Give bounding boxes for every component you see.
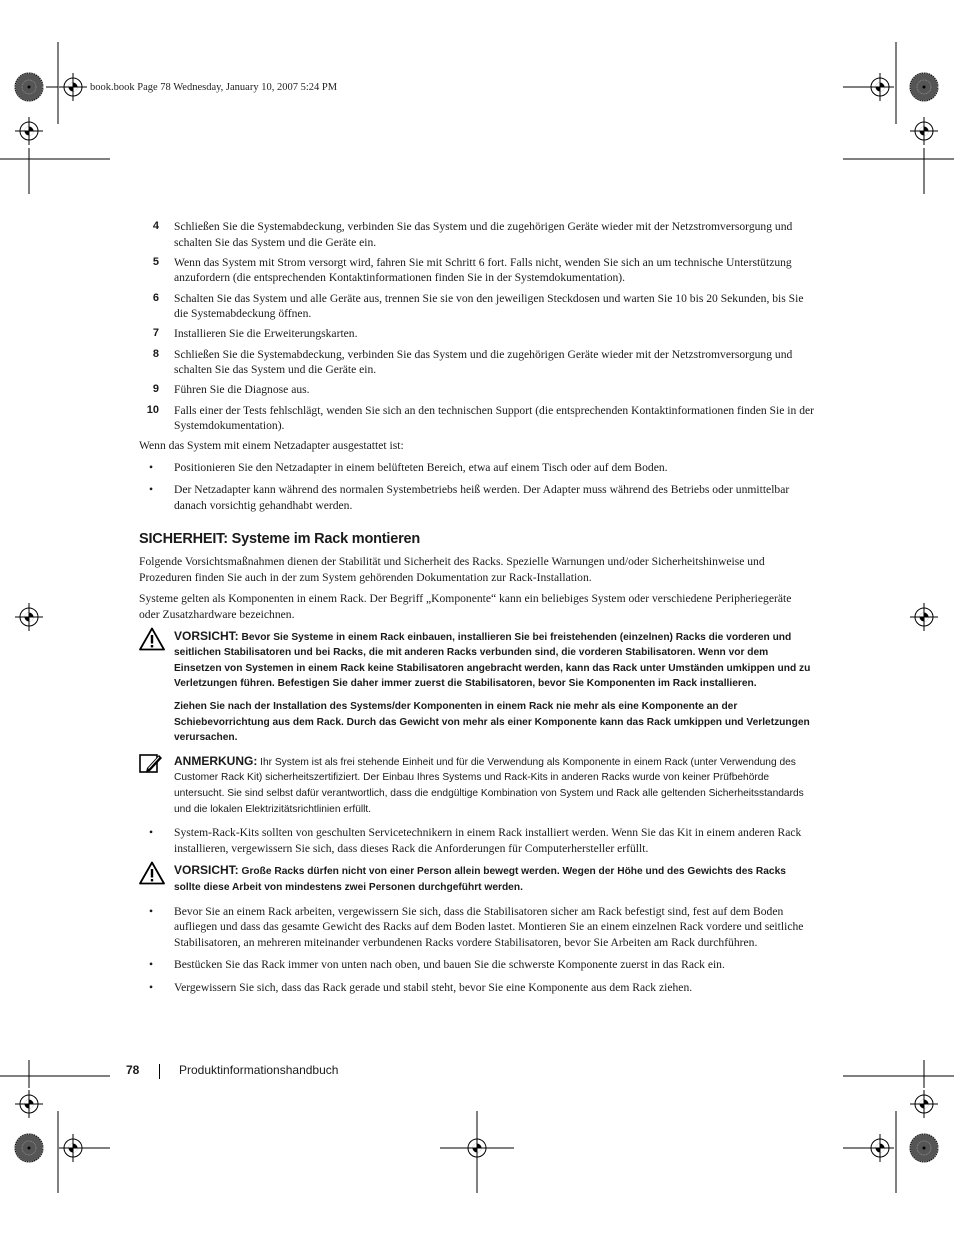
- step-number: 9: [152, 383, 159, 396]
- step-item: [139, 403, 814, 434]
- bullet-icon: •: [149, 826, 154, 840]
- caution-paragraph: [174, 863, 814, 895]
- caution-paragraph: [174, 629, 814, 692]
- step-text: Schließen Sie die Systemabdeckung, verbinden Sie das System und die zugehörigen Geräte wieder mit der Netzstromversorgung und schalten Sie das System und die Geräte ein.: [174, 347, 793, 377]
- bullet-text: Bestücken Sie das Rack immer von unten nach oben, und bauen Sie die schwerste Komponente zuerst in das Rack ein.: [174, 958, 725, 972]
- bullet-text: Vergewissern Sie sich, dass das Rack gerade und stabil steht, bevor Sie eine Komponente aus dem Rack ziehen.: [174, 980, 693, 994]
- caution-label: VORSICHT:: [174, 863, 239, 878]
- step-text: Führen Sie die Diagnose aus.: [174, 383, 310, 397]
- caution-text: Große Racks dürfen nicht von einer Person allein bewegt werden. Wegen der Höhe und des Gewichts des Racks sollte diese Arbeit von mindestens zwei Personen durchgeführt werden.: [174, 866, 786, 893]
- step-list: [139, 219, 814, 434]
- bullet-icon: •: [149, 980, 154, 994]
- pencil-note-icon: [139, 752, 163, 780]
- section-paragraph: Folgende Vorsichtsmaßnahmen dienen der Stabilität und Sicherheit des Racks. Spezielle Warnungen und/oder Sicherheitshinweise und Prozeduren finden Sie auch in der zum System gehörenden Dokumentation zur Rack-Installation.: [139, 555, 765, 584]
- bullet-icon: •: [149, 483, 154, 497]
- step-item: [139, 291, 814, 322]
- step-item: [139, 219, 814, 250]
- warning-triangle-icon: [139, 627, 165, 657]
- page-number: 78: [126, 1063, 140, 1077]
- step-text: Schalten Sie das System und alle Geräte aus, trennen Sie sie von den jeweiligen Steckdosen und warten Sie 10 bis 20 Sekunden, bis Sie die Systemabdeckung öffnen.: [174, 291, 804, 321]
- list-item: [139, 980, 814, 996]
- caution-notice: [139, 629, 814, 746]
- step-text: Installieren Sie die Erweiterungskarten.: [174, 327, 358, 341]
- adapter-intro: Wenn das System mit einem Netzadapter ausgestattet ist:: [139, 439, 404, 453]
- caution-paragraph: Ziehen Sie nach der Installation des Systems/der Komponenten in einem Rack nie mehr als eine Komponente an der Schiebevorrichtung aus dem Rack. Durch das Gewicht von mehr als einer Komponente kann das Rack umkippen und Verletzungen verursachen.: [174, 701, 810, 744]
- list-item: [139, 904, 814, 951]
- note-text: Ihr System ist als frei stehende Einheit und für die Verwendung als Komponente in einem Rack (unter Verwendung des Customer Rack Kit) sicherheitszertifiziert. Der Einbau Ihres Systems und Rack-Kits in anderen Racks wurde von keiner Prüfbehörde untersucht. Sie sind selbst dafür verantwortlich, dass die endgültige Kombination von System und Rack alle geltenden Sicherheitsstandards und die lokalen Elektrizitätsrichtlinien erfüllt.: [174, 756, 804, 815]
- warning-triangle-icon: [139, 861, 165, 891]
- list-item: [139, 482, 814, 513]
- step-item: [139, 382, 814, 398]
- print-header: book.book Page 78 Wednesday, January 10, 2007 5:24 PM: [90, 82, 338, 93]
- step-number: 5: [152, 255, 159, 268]
- note-notice: [139, 754, 814, 817]
- caution-notice: [139, 863, 814, 895]
- caution-text: Bevor Sie Systeme in einem Rack einbauen, installieren Sie bei freistehenden (einzelnen) Racks die vorderen und seitlichen Stabilisatoren und bei Racks, die mit anderen Racks verbunden sind, die vorderen Stabilisatoren. Wenn vor dem Einsetzen von Systemen in einem Rack keine Stabilisatoren angebracht werden, kann das Rack unter Umständen umkippen und zu Verletzungen führen. Befestigen Sie daher immer zuerst die Stabilisatoren, bevor Sie Komponenten im Rack installieren.: [174, 631, 811, 690]
- step-number: 6: [152, 291, 159, 304]
- note-paragraph: [174, 754, 814, 817]
- note-label: ANMERKUNG:: [174, 753, 258, 768]
- step-text: Falls einer der Tests fehlschlägt, wenden Sie sich an den technischen Support (die entsprechenden Kontaktinformationen finden Sie in der Systemdokumentation).: [174, 403, 814, 433]
- bullet-text: Der Netzadapter kann während des normalen Systembetriebs heiß werden. Der Adapter muss während des Betriebs oder unmittelbar danach vorsichtig gehandhabt werden.: [174, 483, 790, 513]
- bullet-text: System-Rack-Kits sollten von geschulten Servicetechnikern in einem Rack installiert werden. Wenn Sie das Kit in einem anderen Rack installieren, vergewissern Sie sich, dass dieses Rack die Anforderungen für Computerhersteller erfüllt.: [174, 826, 802, 855]
- step-item: [139, 255, 814, 286]
- page-content: [139, 219, 814, 1003]
- bullet-text: Positionieren Sie den Netzadapter in einem belüfteten Bereich, etwa auf einem Tisch oder auf dem Boden.: [174, 460, 668, 474]
- bullet-icon: •: [149, 460, 154, 474]
- section-paragraph: Systeme gelten als Komponenten in einem Rack. Der Begriff „Komponente“ kann ein beliebiges System oder verschiedene Peripheriegeräte oder Zusatzhardware bezeichnen.: [139, 592, 792, 622]
- bullet-icon: •: [149, 958, 154, 972]
- step-number: 10: [146, 403, 159, 416]
- bullet-icon: •: [149, 904, 154, 918]
- step-item: [139, 347, 814, 378]
- bullet-text: Bevor Sie an einem Rack arbeiten, vergewissern Sie sich, dass die Stabilisatoren sicher am Rack befestigt sind, fest auf dem Boden aufliegen und dass das gesamte Gewicht des Racks auf dem Boden lastet. Montieren Sie an einem einzelnen Rack vordere und seitliche Stabilisatoren, an mehreren miteinander verbundenen Racks vordere Stabilisatoren, bevor Sie Arbeiten am Rack durchführen.: [174, 904, 804, 949]
- step-number: 8: [152, 347, 159, 360]
- list-item: [139, 825, 814, 856]
- footer-title: Produktinformationshandbuch: [179, 1063, 339, 1077]
- caution-label: VORSICHT:: [174, 628, 239, 643]
- list-item: [139, 460, 814, 476]
- step-item: [139, 326, 814, 342]
- step-text: Wenn das System mit Strom versorgt wird, fahren Sie mit Schritt 6 fort. Falls nicht, wenden Sie sich an um technische Unterstützung anzufordern (die entsprechenden Kontaktinformationen finden Sie in der Systemdokumentation).: [174, 255, 792, 285]
- section-heading: SICHERHEIT: Systeme im Rack montieren: [139, 530, 421, 547]
- step-number: 7: [152, 327, 159, 340]
- footer-divider: [159, 1064, 160, 1079]
- list-item: [139, 957, 814, 973]
- step-text: Schließen Sie die Systemabdeckung, verbinden Sie das System und die zugehörigen Geräte wieder mit der Netzstromversorgung und schalten Sie das System und die Geräte ein.: [174, 220, 793, 249]
- step-number: 4: [152, 220, 159, 232]
